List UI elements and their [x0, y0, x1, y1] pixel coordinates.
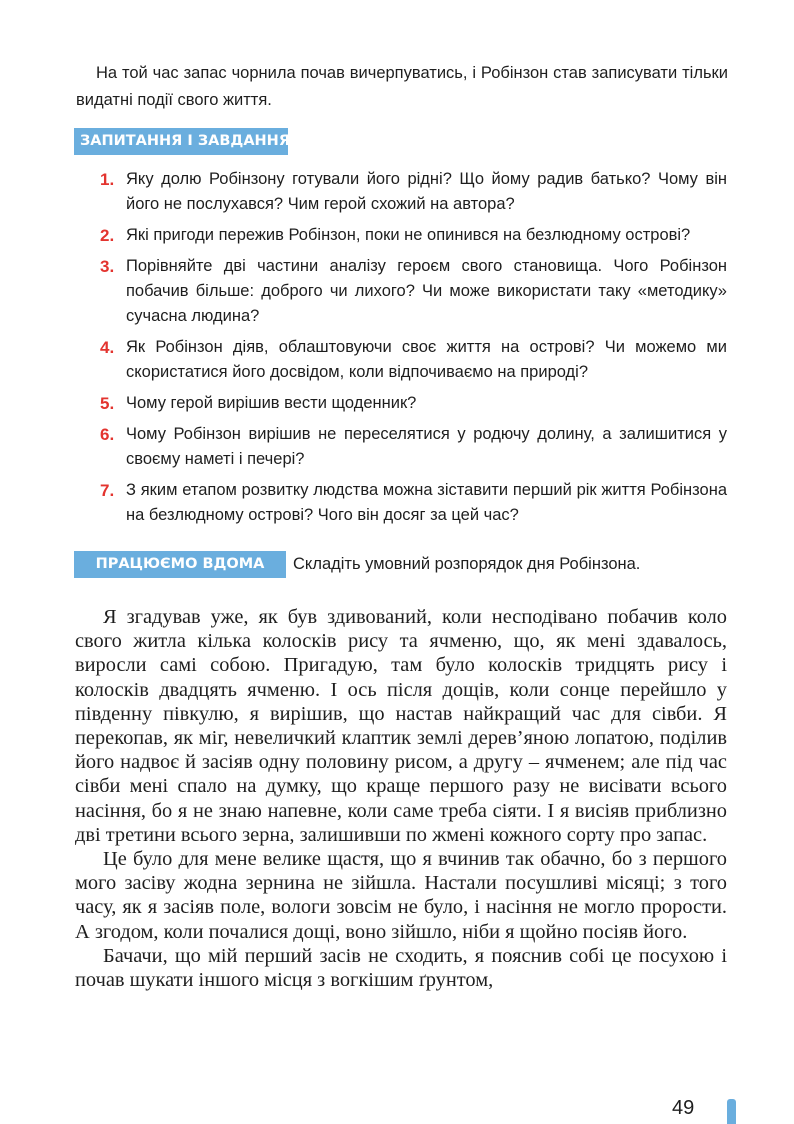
story-paragraph: Бачачи, що мій перший засів не сходить, я пояснив собі це посухою і почав шукати іншого місця з вогкішим ґрунтом, [75, 944, 727, 992]
question-text: Як Робінзон діяв, облаштовуючи своє життя на острові? Чи можемо ми скористатися його досвідом, коли відпочиваємо на природі? [126, 338, 727, 381]
question-number: 6. [100, 425, 115, 444]
story-excerpt [75, 605, 727, 992]
story-paragraph: Я згадував уже, як був здивований, коли несподівано побачив коло свого житла кілька колосків рису та ячменю, що, як мені здавалось, виросли самі собою. Пригадую, там було колосків тридцять рису і колосків двадцять ячменю. І ось після дощів, коли сонце перейшло у південну півкулю, я вирішив, що настав найкращий час для сівби. Я перекопав, як міг, невеличкий клаптик землі дерев’яною лопатою, поділив його надвоє й засіяв одну половину рисом, а другу – ячменем; але під час сівби мені спало на думку, що краще першого разу не висівати всього насіння, бо я не знаю напевне, коли саме треба сіяти. І я висіяв приблизно дві третини всього зерна, залишивши по жмені кожного сорту про запас. [75, 606, 727, 846]
question-text: Яку долю Робінзону готували його рідні? Що йому радив батько? Чому він його не послухався? Чим герой схожий на автора? [126, 170, 727, 213]
question-text: Порівняйте дві частини аналізу героєм свого становища. Чого Робінзон побачив більше: доброго чи лихого? Чи може використати таку «методику» сучасна людина? [126, 257, 727, 325]
question-text: З яким етапом розвитку людства можна зіставити перший рік життя Робінзона на безлюдному острові? Чого він досяг за цей час? [126, 481, 727, 524]
homework-section-label: ПРАЦЮЄМО ВДОМА [74, 551, 286, 578]
question-item [100, 167, 727, 217]
intro-paragraph: На той час запас чорнила почав вичерпуватись, і Робінзон став записувати тільки видатні події свого життя. [76, 64, 728, 109]
question-text: Чому герой вирішив вести щоденник? [126, 394, 417, 412]
questions-list [100, 167, 727, 534]
question-item [100, 391, 727, 416]
question-number: 2. [100, 226, 115, 245]
question-number: 3. [100, 257, 115, 276]
question-item [100, 254, 727, 329]
question-item [100, 422, 727, 472]
question-number: 4. [100, 338, 115, 357]
question-number: 5. [100, 394, 115, 413]
question-number: 1. [100, 170, 115, 189]
questions-section-label: ЗАПИТАННЯ І ЗАВДАННЯ [74, 128, 288, 155]
page-number: 49 [672, 1097, 695, 1119]
homework-task: Складіть умовний розпорядок дня Робінзона. [293, 555, 641, 573]
question-text: Чому Робінзон вирішив не переселятися у родючу долину, а залишитися у своєму наметі і печері? [126, 425, 727, 468]
story-paragraph: Це було для мене велике щастя, що я вчинив так обачно, бо з першого мого засіву жодна зернина не зійшла. Настали посушливі місяці; з того часу, як я засіяв поле, вологи зовсім не було, і насіння не могло прорости. А згодом, коли почалися дощі, воно зійшло, ніби я щойно посіяв його. [75, 848, 727, 943]
question-item [100, 335, 727, 385]
page-edge-marker [727, 1099, 736, 1124]
question-text: Які пригоди пережив Робінзон, поки не опинився на безлюдному острові? [126, 226, 691, 244]
question-number: 7. [100, 481, 115, 500]
question-item [100, 478, 727, 528]
question-item [100, 223, 727, 248]
